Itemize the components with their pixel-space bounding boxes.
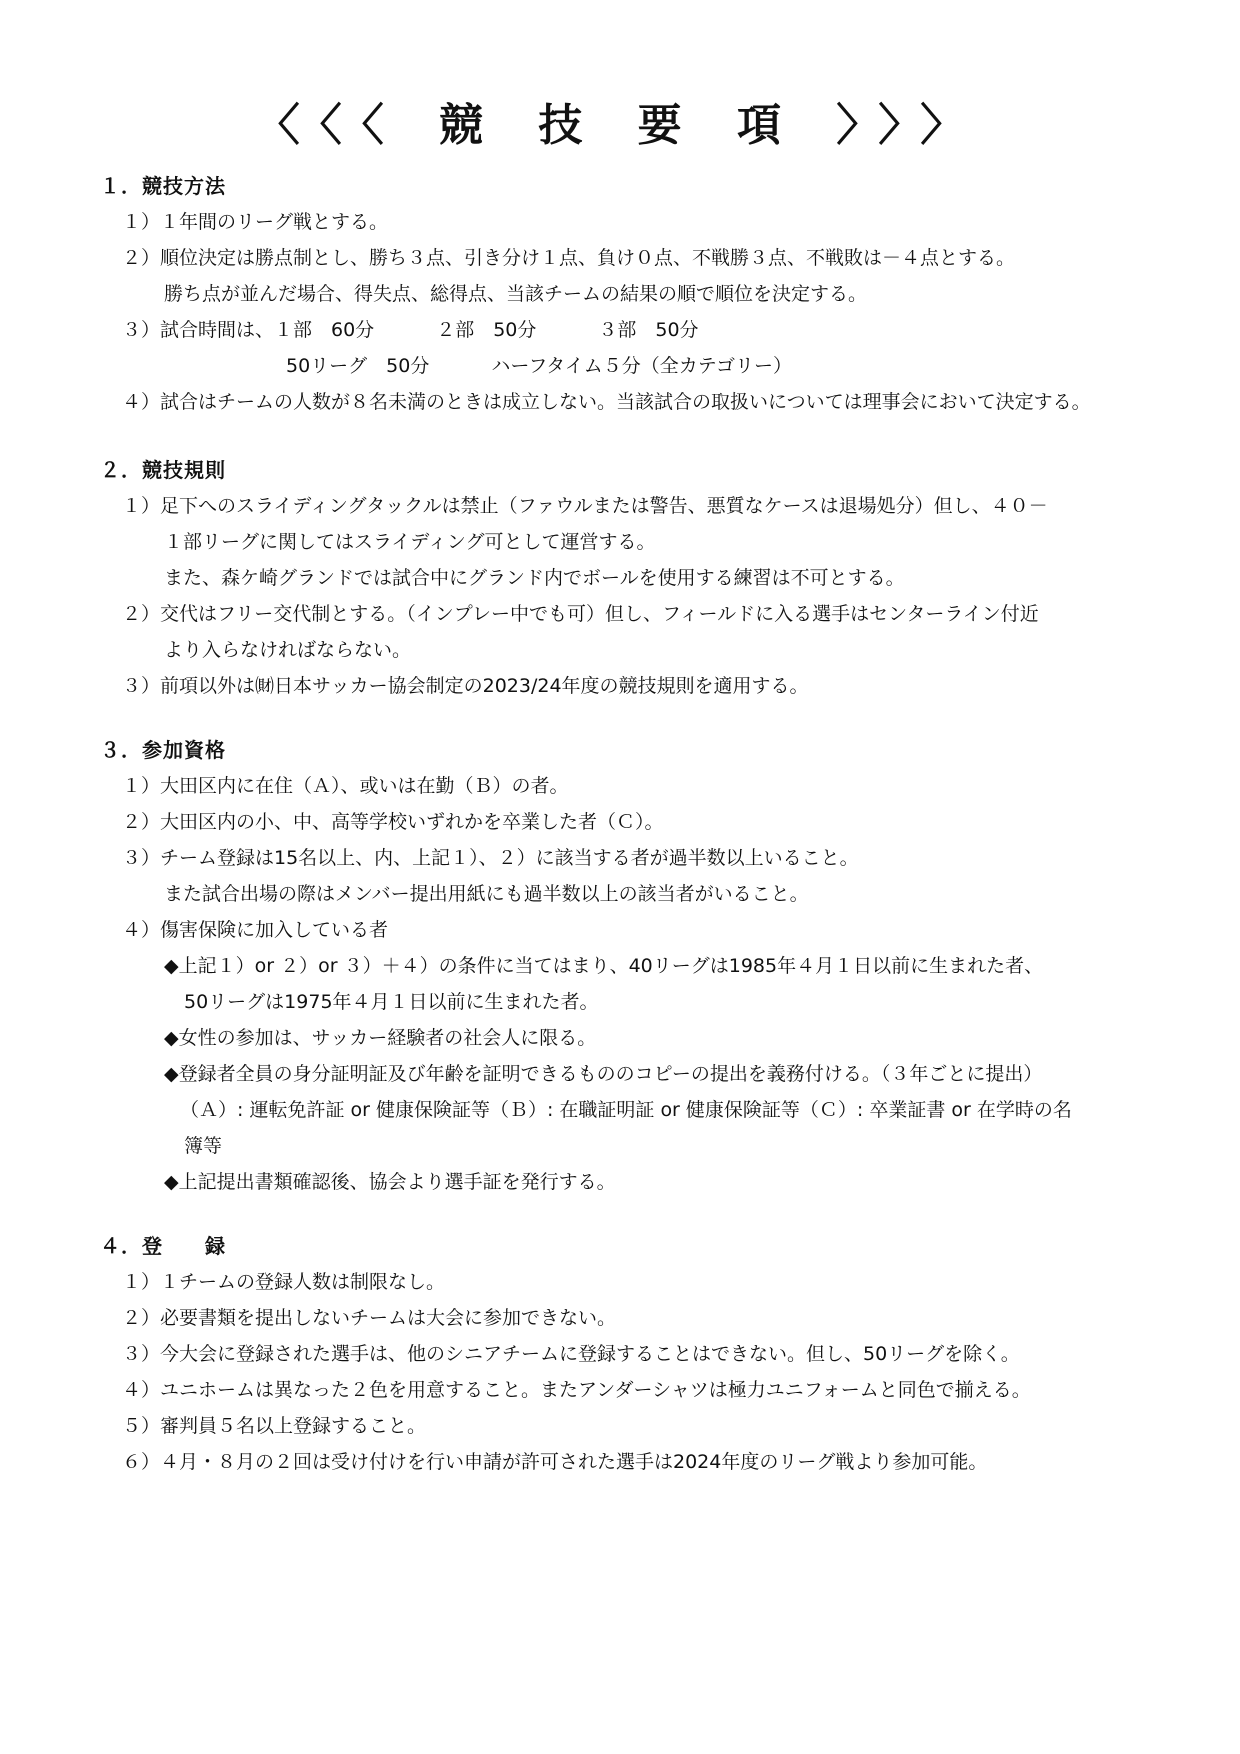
section-eligibility <box>100 732 1180 1200</box>
list-item-continuation: また試合出場の際はメンバー提出用紙にも過半数以上の該当者がいること。 <box>164 883 809 905</box>
list-item: ２）交代はフリー交代制とする。（インプレー中でも可）但し、フィールドに入る選手はセンターライン付近 <box>122 603 1039 625</box>
match-time-50league: 50リーグ 50分 <box>286 355 430 377</box>
list-item: ６）４月・８月の２回は受け付けを行い申請が許可された選手は2024年度のリーグ戦より参加可能。 <box>122 1451 988 1473</box>
list-item: ３）今大会に登録された選手は、他のシニアチームに登録することはできない。但し、50リーグを除く。 <box>122 1343 1020 1365</box>
list-item: ４）試合はチームの人数が８名未満のときは成立しない。当該試合の取扱いについては理事会において決定する。 <box>122 391 1091 413</box>
list-item: １）１チームの登録人数は制限なし。 <box>122 1271 446 1293</box>
bullet-item: ◆上記１）or ２）or ３）＋４）の条件に当てはまり、40リーグは1985年４月１日以前に生まれた者、 <box>164 955 1044 977</box>
list-item: ４）ユニホームは異なった２色を用意すること。またアンダーシャツは極力ユニフォームと同色で揃える。 <box>122 1379 1031 1401</box>
section-heading: １．競技方法 <box>100 174 226 198</box>
list-item: ３）チーム登録は15名以上、内、上記１）、２）に該当する者が過半数以上いること。 <box>122 847 859 869</box>
bullet-item-continuation: （Ａ）: 運転免許証 or 健康保険証等（Ｂ）: 在職証明証 or 健康保険証等（Ｃ）: 卒業証書 or 在学時の名 <box>180 1099 1072 1121</box>
list-item: ２）必要書類を提出しないチームは大会に参加できない。 <box>122 1307 617 1329</box>
list-item: ２）大田区内の小、中、高等学校いずれかを卒業した者（Ｃ）。 <box>122 811 664 833</box>
bullet-item: ◆上記提出書類確認後、協会より選手証を発行する。 <box>164 1171 616 1193</box>
section-heading: ３．参加資格 <box>100 738 226 762</box>
section-registration <box>100 1228 1180 1480</box>
section-competition-rules <box>100 452 1180 704</box>
bullet-item-continuation: 50リーグは1975年４月１日以前に生まれた者。 <box>184 991 599 1013</box>
bullet-item-continuation: 簿等 <box>184 1135 223 1157</box>
match-time-div1: ３）試合時間は、１部 60分 <box>122 319 375 341</box>
list-item: ２）順位決定は勝点制とし、勝ち３点、引き分け１点、負け０点、不戦勝３点、不戦敗は－４点とする。 <box>122 247 1016 269</box>
list-item: １）足下へのスライディングタックルは禁止（ファウルまたは警告、悪質なケースは退場処分）但し、４０－ <box>122 495 1048 517</box>
match-time-div2: ２部 50分 <box>436 319 537 341</box>
section-heading: ２．競技規則 <box>100 458 226 482</box>
list-item <box>100 312 1180 348</box>
list-item-continuation: より入らなければならない。 <box>164 639 412 661</box>
match-time-div3: ３部 50分 <box>598 319 699 341</box>
list-item: ３）前項以外は㈶日本サッカー協会制定の2023/24年度の競技規則を適用する。 <box>122 675 809 697</box>
section-heading: ４．登 録 <box>100 1234 226 1258</box>
bullet-item: ◆登録者全員の身分証明証及び年齢を証明できるもののコピーの提出を義務付ける。（３年ごとに提出） <box>164 1063 1043 1085</box>
list-item: ４）傷害保険に加入している者 <box>122 919 389 941</box>
list-item-continuation <box>100 348 1180 384</box>
half-time: ハーフタイム５分（全カテゴリー） <box>491 355 792 377</box>
list-item-continuation: １部リーグに関してはスライディング可として運営する。 <box>164 531 656 553</box>
list-item: ５）審判員５名以上登録すること。 <box>122 1415 427 1437</box>
section-competition-method <box>100 168 1180 420</box>
list-item-continuation: また、森ケ崎グランドでは試合中にグランド内でボールを使用する練習は不可とする。 <box>164 567 905 589</box>
page-title: 〈〈〈 競 技 要 項 〉〉〉 <box>255 100 985 151</box>
list-item: １）１年間のリーグ戦とする。 <box>122 211 389 233</box>
list-item-continuation: 勝ち点が並んだ場合、得失点、総得点、当該チームの結果の順で順位を決定する。 <box>164 283 868 305</box>
list-item: １）大田区内に在住（Ａ）、或いは在勤（Ｂ）の者。 <box>122 775 569 797</box>
bullet-item: ◆女性の参加は、サッカー経験者の社会人に限る。 <box>164 1027 597 1049</box>
